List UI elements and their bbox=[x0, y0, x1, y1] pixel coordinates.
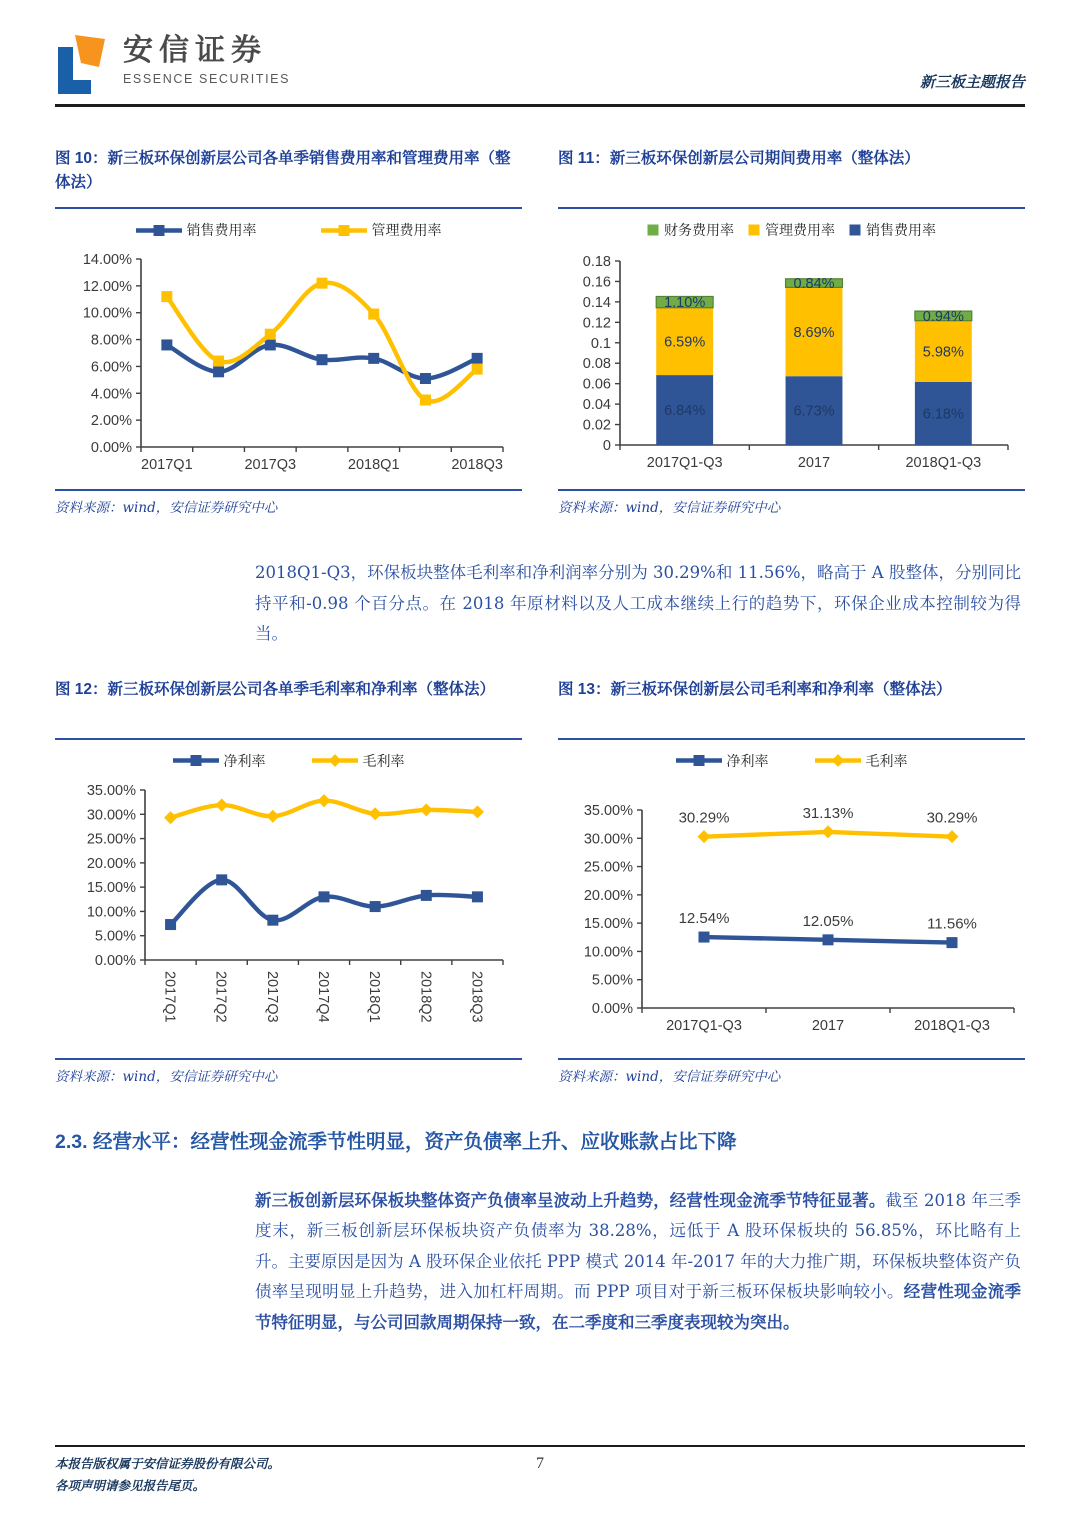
brand-logo-block bbox=[55, 34, 290, 96]
figure-10-source: 资料来源：wind，安信证券研究中心 bbox=[55, 489, 522, 516]
svg-text:14.00%: 14.00% bbox=[82, 252, 132, 268]
svg-text:30.00%: 30.00% bbox=[86, 806, 136, 823]
svg-text:0.00%: 0.00% bbox=[90, 440, 132, 456]
figure-11 bbox=[558, 147, 1025, 516]
legend-swatch-icon bbox=[815, 754, 861, 767]
svg-text:5.00%: 5.00% bbox=[94, 928, 136, 945]
svg-text:0.00%: 0.00% bbox=[591, 1000, 633, 1017]
report-type-label: 新三板主题报告 bbox=[919, 73, 1025, 91]
legend-item bbox=[136, 220, 257, 240]
svg-text:0.16: 0.16 bbox=[582, 274, 611, 291]
svg-text:20.00%: 20.00% bbox=[86, 855, 136, 872]
svg-text:2017: 2017 bbox=[811, 1017, 845, 1034]
svg-text:0.06: 0.06 bbox=[582, 376, 611, 393]
figure-13-source: 资料来源：wind，安信证券研究中心 bbox=[558, 1058, 1025, 1085]
figure-10 bbox=[55, 147, 522, 516]
svg-text:0.04: 0.04 bbox=[582, 397, 611, 414]
svg-text:0.12: 0.12 bbox=[582, 315, 611, 332]
svg-text:2.00%: 2.00% bbox=[90, 413, 132, 430]
legend-swatch-icon bbox=[748, 224, 760, 236]
svg-text:11.56%: 11.56% bbox=[927, 915, 977, 933]
legend-item bbox=[647, 220, 734, 240]
page-number: 7 bbox=[536, 1455, 544, 1473]
figure-12-legend bbox=[55, 746, 522, 776]
profit-summary-paragraph bbox=[255, 558, 1021, 650]
svg-text:30.29%: 30.29% bbox=[926, 809, 978, 827]
figure-12-source: 资料来源：wind，安信证券研究中心 bbox=[55, 1058, 522, 1085]
svg-text:2017Q4: 2017Q4 bbox=[314, 970, 331, 1023]
svg-text:0: 0 bbox=[602, 438, 611, 454]
legend-swatch-icon bbox=[136, 224, 182, 237]
svg-text:10.00%: 10.00% bbox=[86, 903, 136, 920]
figure-11-source: 资料来源：wind，安信证券研究中心 bbox=[558, 489, 1025, 516]
legend-swatch-icon bbox=[647, 224, 659, 236]
figure-11-legend bbox=[558, 215, 1025, 245]
svg-text:0.08: 0.08 bbox=[582, 356, 611, 373]
svg-text:6.18%: 6.18% bbox=[922, 406, 964, 423]
svg-text:2017: 2017 bbox=[797, 455, 831, 471]
brand-name-cn: 安信证券 bbox=[123, 34, 267, 67]
page-footer bbox=[55, 1445, 1025, 1497]
svg-text:20.00%: 20.00% bbox=[583, 887, 633, 904]
svg-text:2017Q1-Q3: 2017Q1-Q3 bbox=[646, 455, 723, 471]
svg-text:2017Q3: 2017Q3 bbox=[263, 970, 280, 1023]
svg-text:1.10%: 1.10% bbox=[664, 295, 706, 312]
expense-ratio-line-chart bbox=[63, 245, 515, 483]
svg-text:6.73%: 6.73% bbox=[793, 403, 835, 420]
svg-text:8.00%: 8.00% bbox=[90, 332, 132, 349]
svg-text:8.69%: 8.69% bbox=[793, 324, 835, 341]
svg-text:15.00%: 15.00% bbox=[583, 915, 633, 932]
svg-text:0.02: 0.02 bbox=[582, 417, 611, 434]
svg-text:0.94%: 0.94% bbox=[922, 308, 964, 325]
svg-text:6.00%: 6.00% bbox=[90, 359, 132, 376]
legend-item bbox=[815, 751, 908, 771]
svg-text:5.00%: 5.00% bbox=[591, 972, 633, 989]
svg-text:30.00%: 30.00% bbox=[583, 830, 633, 847]
svg-text:0.14: 0.14 bbox=[582, 294, 611, 311]
svg-text:0.00%: 0.00% bbox=[94, 952, 136, 969]
legend-label: 销售费用率 bbox=[186, 222, 257, 238]
svg-text:2018Q1-Q3: 2018Q1-Q3 bbox=[905, 455, 982, 471]
brand-name-en: ESSENCE SECURITIES bbox=[123, 71, 291, 86]
svg-text:2018Q1-Q3: 2018Q1-Q3 bbox=[914, 1017, 990, 1034]
svg-text:2018Q3: 2018Q3 bbox=[467, 970, 484, 1023]
svg-text:2017Q1: 2017Q1 bbox=[161, 970, 178, 1023]
figure-13-title: 图 13：新三板环保创新层公司毛利率和净利率（整体法） bbox=[558, 678, 1025, 740]
header-divider bbox=[55, 104, 1025, 107]
essence-securities-logo-icon bbox=[55, 34, 111, 96]
legend-item bbox=[312, 751, 405, 771]
svg-text:2018Q3: 2018Q3 bbox=[450, 457, 503, 473]
legend-label: 管理费用率 bbox=[371, 222, 442, 238]
svg-text:12.00%: 12.00% bbox=[82, 278, 132, 295]
page-header bbox=[55, 34, 1025, 104]
figure-10-legend bbox=[55, 215, 522, 245]
svg-text:2017Q2: 2017Q2 bbox=[212, 970, 229, 1023]
legend-label: 净利率 bbox=[223, 752, 266, 769]
footer-divider bbox=[55, 1445, 1025, 1447]
svg-text:12.05%: 12.05% bbox=[802, 912, 854, 930]
legend-label: 毛利率 bbox=[865, 752, 908, 769]
svg-text:2017Q3: 2017Q3 bbox=[243, 457, 296, 473]
svg-text:25.00%: 25.00% bbox=[583, 859, 633, 876]
legend-label: 管理费用率 bbox=[765, 222, 835, 238]
legend-swatch-icon bbox=[849, 224, 861, 236]
svg-text:4.00%: 4.00% bbox=[90, 386, 132, 403]
svg-text:35.00%: 35.00% bbox=[86, 782, 136, 799]
legend-label: 财务费用率 bbox=[664, 222, 734, 238]
legend-label: 毛利率 bbox=[362, 752, 405, 769]
figure-11-title: 图 11：新三板环保创新层公司期间费用率（整体法） bbox=[558, 147, 1025, 209]
quarterly-margin-line-chart bbox=[63, 776, 515, 1052]
footer-disclaimer: 各项声明请参见报告尾页。 bbox=[55, 1478, 206, 1494]
text-segment: 新三板创新层环保板块整体资产负债率呈波动上升趋势，经营性现金流季节特征显著。 bbox=[255, 1190, 886, 1210]
legend-item bbox=[748, 220, 835, 240]
figure-12 bbox=[55, 678, 522, 1085]
legend-swatch-icon bbox=[321, 224, 367, 237]
legend-item bbox=[676, 751, 769, 771]
text-segment: 经营性现金流季节特征明显，与公司回款周期保持一致，在二季度和三季度表现较为突出。 bbox=[255, 1282, 1022, 1332]
legend-swatch-icon bbox=[312, 754, 358, 767]
svg-text:5.98%: 5.98% bbox=[922, 344, 964, 361]
legend-label: 净利率 bbox=[726, 752, 769, 769]
svg-text:10.00%: 10.00% bbox=[82, 305, 132, 322]
svg-text:2018Q1: 2018Q1 bbox=[347, 457, 400, 473]
svg-text:15.00%: 15.00% bbox=[86, 879, 136, 896]
svg-text:12.54%: 12.54% bbox=[678, 909, 730, 927]
legend-swatch-icon bbox=[676, 754, 722, 767]
brand-text bbox=[123, 34, 290, 86]
legend-swatch-icon bbox=[173, 754, 219, 767]
period-expense-stacked-bar-chart bbox=[558, 245, 1028, 483]
text-segment: 截至 2018 年三季度末，新三板创新层环保板块资产负债率为 38.28%，远低于 A 股环保板块的 56.85%，环比略有上升。主要原因是因为 A 股环保企业依托 PPP 模式 2014 年-2017 年的大力推广期，环保板块整体资产负债率呈现明显上升趋势，进入加杠杆周期。而 PPP 项目对于新三板环保板块影响较小。 bbox=[255, 1190, 1021, 1302]
svg-text:0.84%: 0.84% bbox=[793, 276, 835, 293]
legend-item bbox=[173, 751, 266, 771]
text-segment: 2018Q1-Q3，环保板块整体毛利率和净利润率分别为 30.29%和 11.56%，略高于 A 股整体，分别同比持平和-0.98 个百分点。在 2018 年原材料以及人工成本继续上行的趋势下，环保企业成本控制较为得当。 bbox=[255, 563, 1021, 644]
svg-text:0.1: 0.1 bbox=[590, 335, 611, 352]
svg-text:30.29%: 30.29% bbox=[678, 809, 730, 827]
section-2-3-heading: 2.3. 经营水平：经营性现金流季节性明显，资产负债率上升、应收账款占比下降 bbox=[55, 1130, 737, 1153]
svg-text:35.00%: 35.00% bbox=[583, 802, 633, 819]
svg-text:31.13%: 31.13% bbox=[802, 804, 854, 822]
svg-text:2017Q1: 2017Q1 bbox=[140, 457, 193, 473]
figure-13-legend bbox=[558, 746, 1025, 776]
svg-text:2017Q1-Q3: 2017Q1-Q3 bbox=[666, 1017, 742, 1034]
operating-paragraph bbox=[255, 1186, 1021, 1339]
svg-text:2018Q2: 2018Q2 bbox=[416, 970, 433, 1023]
footer-copyright: 本报告版权属于安信证券股份有限公司。 bbox=[55, 1456, 281, 1472]
figure-13 bbox=[558, 678, 1025, 1085]
figure-12-title: 图 12：新三板环保创新层公司各单季毛利率和净利率（整体法） bbox=[55, 678, 522, 740]
legend-label: 销售费用率 bbox=[866, 222, 936, 238]
svg-text:2018Q1: 2018Q1 bbox=[365, 970, 382, 1023]
svg-text:10.00%: 10.00% bbox=[583, 943, 633, 960]
svg-text:6.84%: 6.84% bbox=[664, 403, 706, 420]
figure-10-title: 图 10：新三板环保创新层公司各单季销售费用率和管理费用率（整体法） bbox=[55, 147, 522, 209]
svg-text:0.18: 0.18 bbox=[582, 254, 611, 270]
svg-text:6.59%: 6.59% bbox=[664, 334, 706, 351]
legend-item bbox=[849, 220, 936, 240]
annual-margin-line-chart bbox=[558, 776, 1028, 1052]
svg-text:25.00%: 25.00% bbox=[86, 831, 136, 848]
legend-item bbox=[321, 220, 442, 240]
figure-row-2 bbox=[55, 678, 1025, 1085]
figure-row-1 bbox=[55, 147, 1025, 516]
